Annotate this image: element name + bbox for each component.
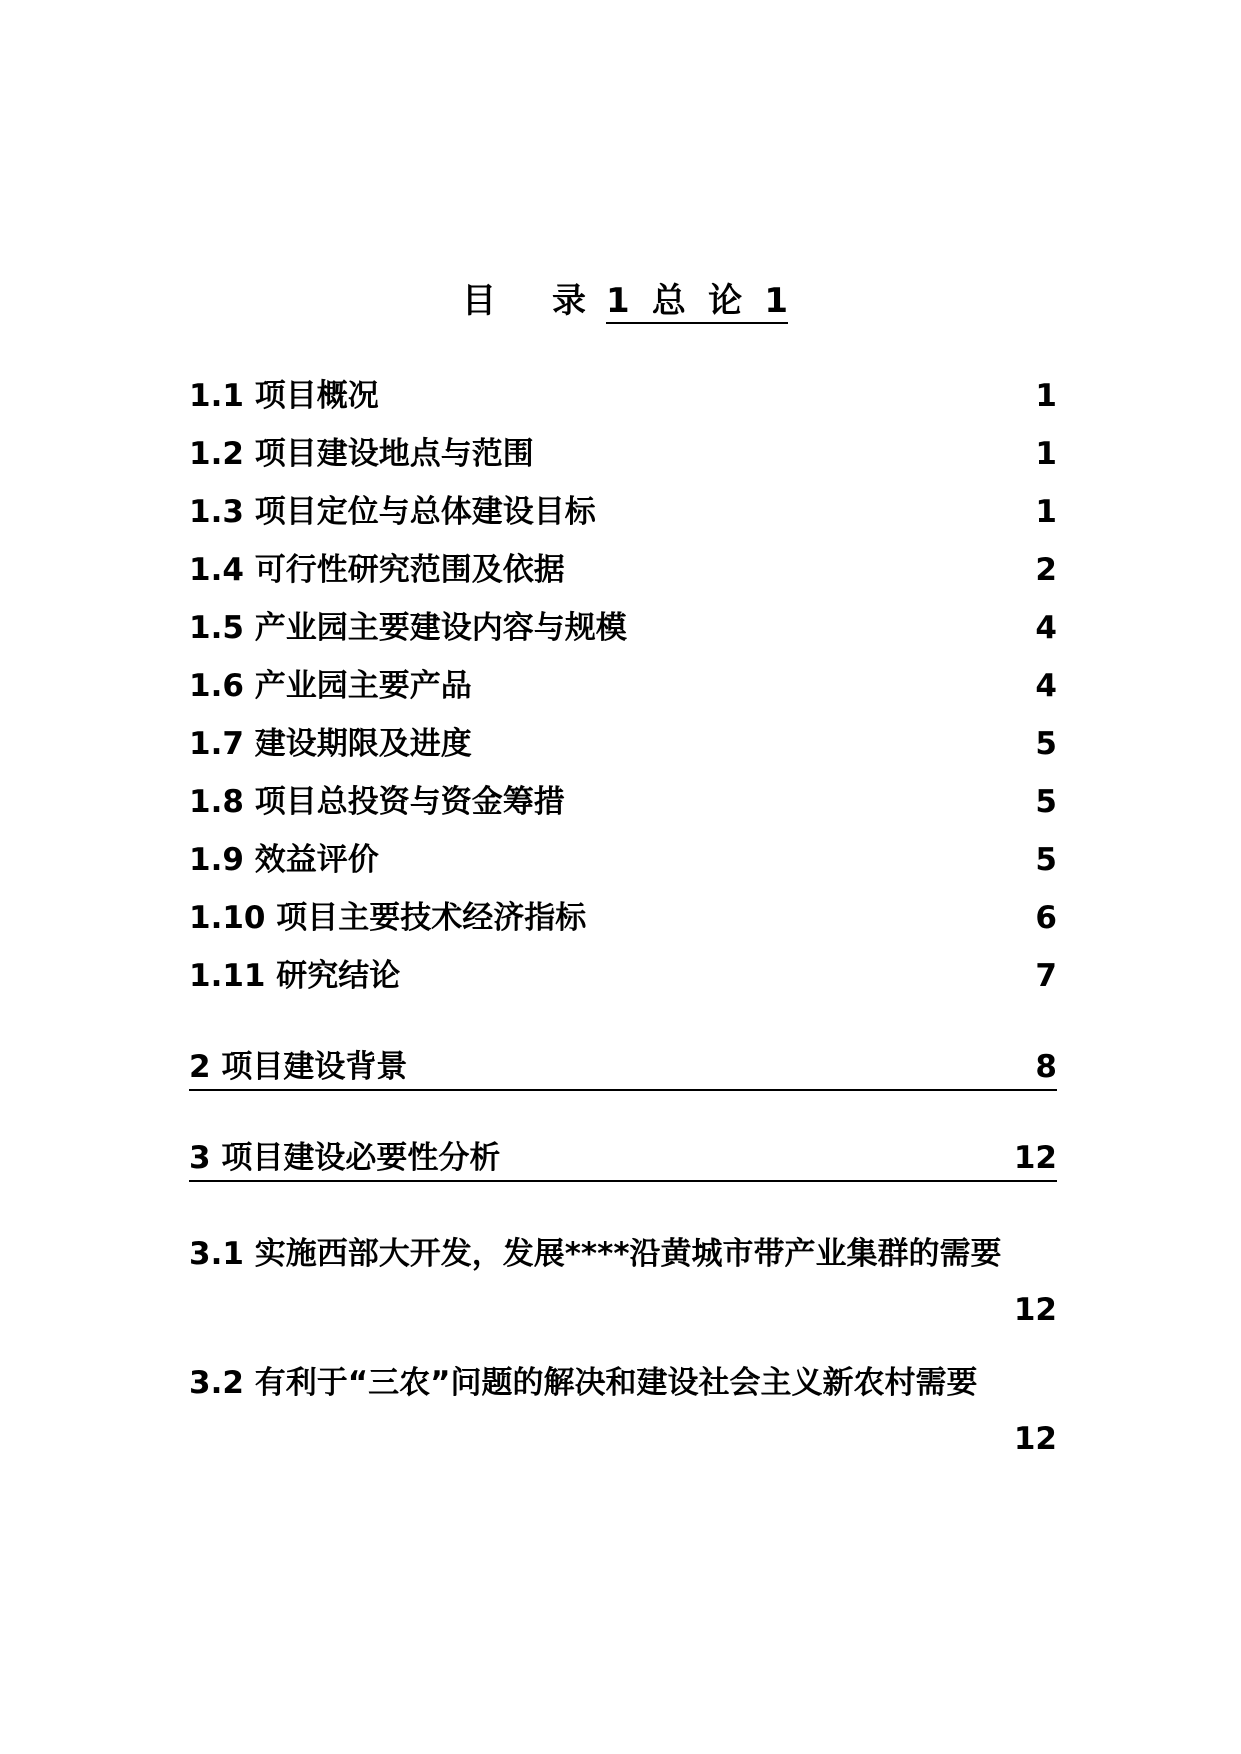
toc-entry-page: 1 (1035, 436, 1057, 472)
toc-entry-page: 1 (1035, 378, 1057, 414)
toc-entry-1-8[interactable] (189, 780, 1057, 824)
toc-entry-3-2[interactable] (189, 1361, 1057, 1457)
toc-entry-page: 8 (1035, 1049, 1057, 1085)
toc-title-mu: 目 (462, 281, 496, 321)
toc-entry-text: 1.11 研究结论 (189, 958, 401, 994)
toc-chapter-1-heading[interactable] (606, 278, 788, 324)
toc-entry-1-11[interactable] (189, 954, 1057, 998)
toc-entry-page: 4 (1035, 668, 1057, 704)
toc-entry-1-10[interactable] (189, 896, 1057, 940)
toc-entry-text: 1.7 建设期限及进度 (189, 726, 472, 762)
toc-chapter-2[interactable] (189, 1045, 1057, 1091)
toc-entry-1-2[interactable] (189, 432, 1057, 476)
toc-entry-1-4[interactable] (189, 548, 1057, 592)
toc-entry-1-5[interactable] (189, 606, 1057, 650)
toc-entry-page: 5 (1035, 726, 1057, 762)
toc-entry-1-6[interactable] (189, 664, 1057, 708)
toc-entry-text: 1.6 产业园主要产品 (189, 668, 472, 704)
toc-entry-text: 3 项目建设必要性分析 (189, 1140, 501, 1176)
toc-entry-page: 5 (1035, 784, 1057, 820)
toc-entry-page: 5 (1035, 842, 1057, 878)
toc-entry-text: 1.3 项目定位与总体建设目标 (189, 494, 596, 530)
toc-entry-text: 1.2 项目建设地点与范围 (189, 436, 534, 472)
toc-entry-text: 2 项目建设背景 (189, 1049, 408, 1085)
toc-entry-page: 12 (1013, 1292, 1057, 1328)
toc-entry-page: 6 (1035, 900, 1057, 936)
toc-entry-1-1[interactable] (189, 374, 1057, 418)
toc-title-lu: 录 (552, 281, 586, 321)
chapter-1-number: 1 (606, 281, 630, 321)
toc-entry-page: 4 (1035, 610, 1057, 646)
toc-entry-text: 1.1 项目概况 (189, 378, 379, 414)
chapter-1-char-a: 总 (651, 281, 686, 321)
toc-chapter-3[interactable] (189, 1136, 1057, 1182)
toc-entry-text: 1.9 效益评价 (189, 842, 379, 878)
toc-entry-text: 1.5 产业园主要建设内容与规模 (189, 610, 627, 646)
toc-entry-page: 7 (1035, 958, 1057, 994)
toc-entry-page: 2 (1035, 552, 1057, 588)
toc-entry-text: 1.10 项目主要技术经济指标 (189, 900, 587, 936)
toc-entry-3-1[interactable] (189, 1232, 1057, 1328)
toc-entry-1-3[interactable] (189, 490, 1057, 534)
toc-entry-page: 1 (1035, 494, 1057, 530)
toc-entry-1-7[interactable] (189, 722, 1057, 766)
toc-entry-text: 3.1 实施西部大开发，发展****沿黄城市带产业集群的需要 (189, 1236, 1002, 1272)
toc-entry-1-9[interactable] (189, 838, 1057, 882)
toc-entry-page: 12 (1013, 1421, 1057, 1457)
toc-entry-page: 12 (1013, 1140, 1057, 1176)
toc-entry-text: 1.8 项目总投资与资金筹措 (189, 784, 565, 820)
chapter-1-char-b: 论 (708, 281, 743, 321)
chapter-1-page: 1 (764, 281, 788, 321)
toc-entry-text: 3.2 有利于“三农”问题的解决和建设社会主义新农村需要 (189, 1365, 978, 1401)
toc-entry-text: 1.4 可行性研究范围及依据 (189, 552, 565, 588)
